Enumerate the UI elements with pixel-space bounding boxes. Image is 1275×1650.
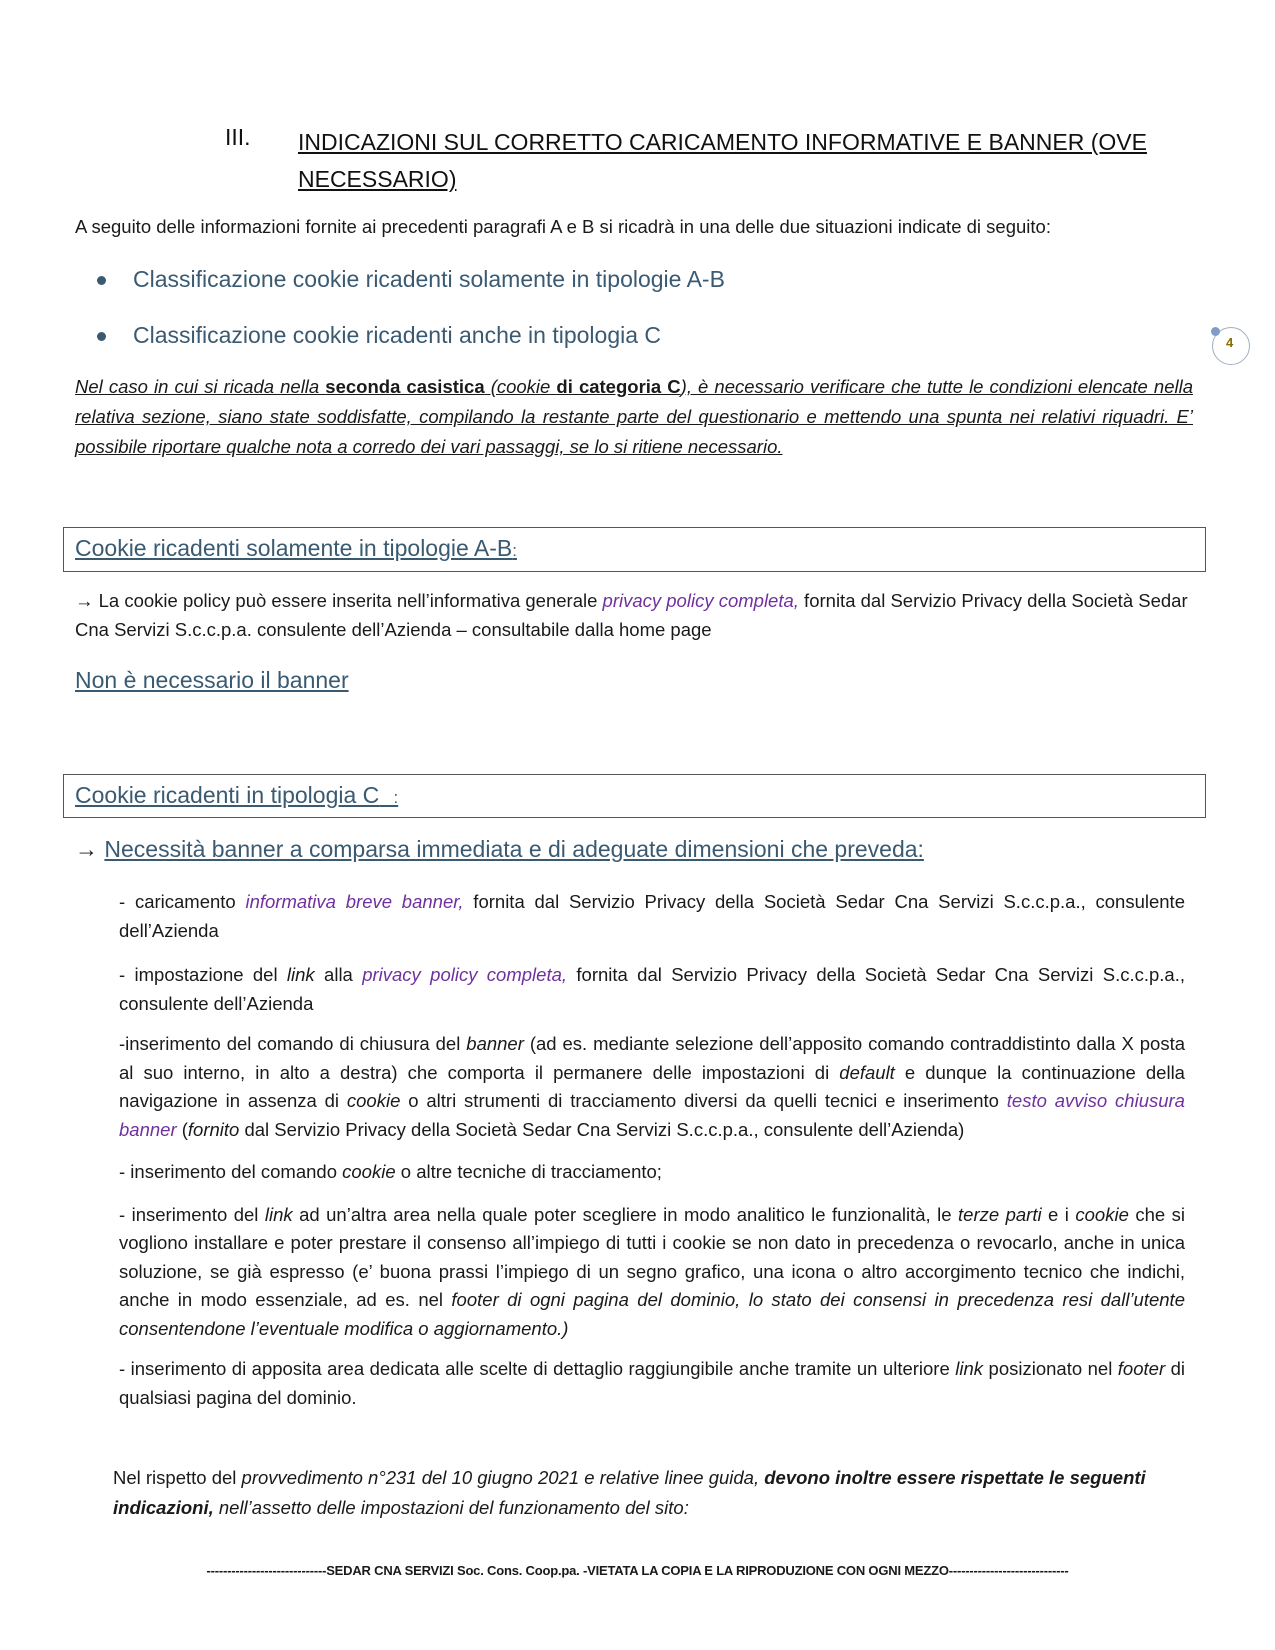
bullet-icon (97, 276, 106, 285)
page-number-badge (1212, 327, 1250, 365)
requirement-item (119, 961, 1185, 1018)
text-run: fornita dal Servizio Privacy della Società Sedar Cna Servizi S.c.c.p.a., consulente dell’Azienda (119, 964, 1186, 1014)
text-run: link (955, 1358, 984, 1379)
title-text: Cookie ricadenti solamente in tipologie A-B (75, 535, 513, 561)
arrow-icon: → (75, 836, 105, 862)
text-run: footer (1117, 1358, 1166, 1379)
text-run: Nel caso in cui si ricada nella (75, 376, 326, 397)
ab-policy-text (75, 587, 1193, 644)
text-run: o altri strumenti di tracciamento diversi da quelli tecnici e inserimento (400, 1090, 1007, 1111)
section-number: III. (225, 124, 251, 150)
requirements-list (119, 888, 1185, 1412)
text-run: Nel rispetto del (113, 1467, 242, 1488)
text-run: link (286, 964, 315, 985)
text-run: ( (176, 1118, 188, 1140)
text-run: e i (1041, 1203, 1076, 1225)
requirement-item (119, 1355, 1185, 1412)
section-ab-title (75, 535, 517, 562)
text-run: footer di ogni pagina del dominio, lo stato dei consensi in precedenza resi dall’utente consentendone l’eventuale modifica o aggiornamento.) (119, 1289, 1185, 1339)
text-run: privacy policy completa, (362, 964, 568, 985)
text-run: di qualsiasi pagina del dominio. (119, 1358, 1186, 1408)
banner-requirement (75, 836, 924, 863)
title-suffix: : (512, 541, 517, 560)
text-run: - impostazione del (119, 964, 287, 985)
text-run: - inserimento di apposita area dedicata alle scelte di dettaglio raggiungibile anche tramite un ulteriore (119, 1358, 956, 1379)
text-run: fornita dal Servizio Privacy della Società Sedar Cna Servizi S.c.c.p.a. consulente dell’Azienda – consultabile dalla home page (75, 590, 1188, 640)
requirement-item (119, 888, 1185, 945)
note-paragraph (75, 372, 1193, 462)
requirement-item (119, 1030, 1185, 1144)
requirement-text: Necessità banner a comparsa immediata e di adeguate dimensioni che preveda: (104, 836, 924, 862)
text-run: devono inoltre essere rispettate le seguenti indicazioni, (113, 1467, 1146, 1518)
title-suffix: : (379, 788, 399, 807)
text-run: alla (314, 964, 363, 985)
text-run: nell’assetto delle impostazioni del funzionamento del sito: (213, 1497, 689, 1518)
badge-dot-icon (1211, 327, 1220, 336)
text-run: - inserimento del comando (119, 1161, 343, 1182)
text-run: terze parti (958, 1203, 1042, 1225)
text-run: privacy policy completa, (602, 590, 799, 611)
text-run: banner (466, 1033, 524, 1054)
requirement-item (119, 1158, 1185, 1187)
intro-text: A seguito delle informazioni fornite ai precedenti paragrafi A e B si ricadrà in una delle due situazioni indicate di seguito: (75, 216, 1051, 237)
title-text: Cookie ricadenti in tipologia C (75, 782, 380, 808)
text-run: default (839, 1061, 895, 1083)
text-run: provvedimento n°231 del 10 giugno 2021 e relative linee guida, (241, 1467, 765, 1488)
text-run: -inserimento del comando di chiusura del (119, 1033, 467, 1054)
text-run: (ad es. mediante selezione dell’apposito comando contraddistinto dalla X posta al suo interno, in alto a destra) che comporta il permanere delle impostazioni di (119, 1033, 1186, 1083)
text-run: link (264, 1203, 293, 1225)
text-run: informativa breve banner, (245, 891, 464, 912)
footer-notice: -----------------------------SEDAR CNA SERVIZI Soc. Cons. Coop.pa. -VIETATA LA COPIA E LA RIPRODUZIONE CON OGNI MEZZO----------------------------- (206, 1563, 1069, 1578)
bullet-item: Classificazione cookie ricadenti anche in tipologia C (133, 322, 662, 348)
text-run: cookie (1075, 1203, 1129, 1225)
text-run: cookie (342, 1161, 396, 1182)
requirement-item (119, 1201, 1185, 1344)
text-run: (cookie (484, 376, 557, 397)
section-box-ab (63, 527, 1206, 572)
text-run: - caricamento (119, 891, 246, 912)
no-banner-heading: Non è necessario il banner (75, 667, 349, 693)
text-run: o altre tecniche di tracciamento; (395, 1161, 662, 1182)
page-number: 4 (1226, 335, 1234, 350)
text-run: fornito (187, 1118, 240, 1140)
section-box-c (63, 774, 1206, 818)
text-run: fornita dal Servizio Privacy della Società Sedar Cna Servizi S.c.c.p.a., consulente dell’Azienda (119, 891, 1185, 941)
text-run: ad un’altra area nella quale poter scegliere in modo analitico le funzionalità, le (292, 1203, 959, 1225)
bullet-item: Classificazione cookie ricadenti solamente in tipologie A-B (133, 266, 725, 292)
section-c-title (75, 782, 398, 809)
text-run: ), è necessario verificare che tutte le condizioni elencate nella relativa sezione, siano state soddisfatte, compilando la restante parte del questionario e mettendo una spunta nei relativi riquadri. E’ possibile riportare qualche nota a corredo dei vari passaggi, se lo si ritiene necessario. (75, 376, 1194, 457)
text-run: cookie (346, 1090, 401, 1111)
bullet-icon (97, 332, 106, 341)
text-run: e dunque la continuazione della navigazione in assenza di (119, 1061, 1185, 1111)
text-run: dal Servizio Privacy della Società Sedar Cna Servizi S.c.c.p.a., consulente dell’Azienda) (239, 1118, 965, 1140)
text-run: seconda casistica (325, 376, 485, 397)
text-run: → La cookie policy può essere inserita nell’informativa generale (75, 590, 603, 611)
text-run: posizionato nel (983, 1358, 1118, 1379)
text-run: testo avviso chiusura banner (119, 1090, 1185, 1140)
text-run: che si vogliono installare e poter prestare il consenso all’impiego di tutti i cookie se non dato in precedenza o revocarlo, anche in unica soluzione, se già espresso (e’ buona prassi l’impiego di un segno grafico, una icona o altro accorgimento tecnico che indichi, anche in modo essenziale, ad es. nel (119, 1203, 1185, 1310)
heading-line-2: NECESSARIO) (298, 166, 457, 192)
closing-paragraph (113, 1463, 1173, 1523)
section-heading (298, 124, 1198, 198)
text-run: - inserimento del (119, 1203, 265, 1225)
text-run: di categoria C (556, 376, 681, 397)
heading-line-1: INDICAZIONI SUL CORRETTO CARICAMENTO INFORMATIVE E BANNER (OVE (298, 129, 1147, 155)
